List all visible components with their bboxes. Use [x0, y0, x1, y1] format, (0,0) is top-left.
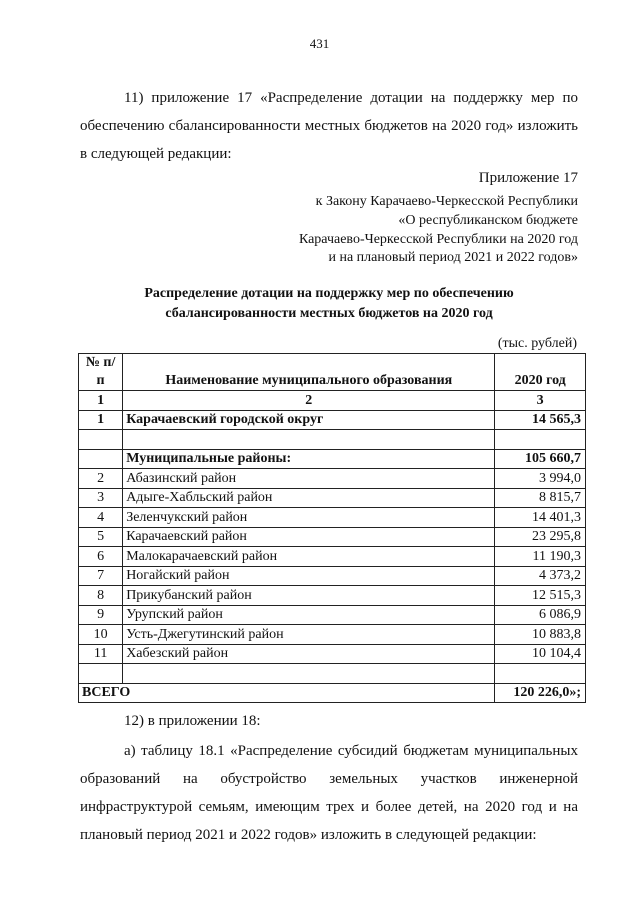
total-label: ВСЕГО: [79, 683, 495, 703]
districts-label: Муниципальные районы:: [123, 449, 495, 469]
table-row: [79, 644, 586, 664]
table-row: [79, 508, 586, 528]
row-number: 7: [79, 566, 123, 586]
row-number: 3: [79, 488, 123, 508]
table-empty-row: [79, 430, 586, 450]
appendix-line-4: и на плановый период 2021 и 2022 годов»: [328, 250, 578, 265]
row-name: Хабезский район: [123, 644, 495, 664]
district-rows: [79, 469, 586, 664]
table-row: [79, 488, 586, 508]
row-value: 8 815,7: [495, 488, 586, 508]
table-header-row: [79, 354, 586, 391]
colnum-3: 3: [495, 391, 586, 411]
row-number: 9: [79, 605, 123, 625]
table-title-line-1: Распределение дотации на поддержку мер по обеспечению: [144, 286, 514, 301]
section12-heading: 12) в приложении 18:: [124, 713, 261, 729]
appendix-line-1: к Закону Карачаево-Черкесской Республики: [315, 194, 578, 209]
row-value: 12 515,3: [495, 586, 586, 606]
table-row: [79, 605, 586, 625]
table-title: [80, 284, 578, 324]
intro-line-1: 11) приложение 17 «Распределение дотации на поддержку мер по: [124, 90, 578, 106]
table-row: [79, 547, 586, 567]
table-row: [79, 625, 586, 645]
table-row: [79, 566, 586, 586]
table-title-line-2: сбалансированности местных бюджетов на 2020 год: [165, 306, 493, 321]
row-name: Малокарачаевский район: [123, 547, 495, 567]
table-row: [79, 469, 586, 489]
row-value: 14 401,3: [495, 508, 586, 528]
table-row-okrug: [79, 410, 586, 430]
row-name: Урупский район: [123, 605, 495, 625]
row-name: Усть-Джегутинский район: [123, 625, 495, 645]
row-name: Зеленчукский район: [123, 508, 495, 528]
row-number: 11: [79, 644, 123, 664]
row-value: 10 104,4: [495, 644, 586, 664]
table-empty-row: [79, 664, 586, 684]
row-number: 1: [79, 410, 123, 430]
row-name: Ногайский район: [123, 566, 495, 586]
section12-line-2: образований на обустройство земельных участков инженерной: [80, 771, 578, 787]
table-row-total: [79, 683, 586, 703]
row-name: Прикубанский район: [123, 586, 495, 606]
row-number: 5: [79, 527, 123, 547]
row-value: 11 190,3: [495, 547, 586, 567]
subsidy-table: [78, 353, 586, 703]
row-name: Карачаевский район: [123, 527, 495, 547]
table-row: [79, 586, 586, 606]
section12-line-1: а) таблицу 18.1 «Распределение субсидий бюджетам муниципальных: [124, 743, 578, 759]
colnum-1: 1: [79, 391, 123, 411]
row-value: 6 086,9: [495, 605, 586, 625]
row-name: Абазинский район: [123, 469, 495, 489]
intro-line-3: в следующей редакции:: [80, 146, 232, 162]
header-name: Наименование муниципального образования: [123, 354, 495, 391]
row-value: 23 295,8: [495, 527, 586, 547]
row-value: 14 565,3: [495, 410, 586, 430]
row-number: 10: [79, 625, 123, 645]
header-number: № п/п: [79, 354, 123, 391]
intro-line-2: обеспечению сбалансированности местных бюджетов на 2020 год» изложить: [80, 118, 578, 134]
header-year: 2020 год: [495, 354, 586, 391]
districts-total: 105 660,7: [495, 449, 586, 469]
units-label: (тыс. рублей): [497, 336, 577, 351]
row-value: 10 883,8: [495, 625, 586, 645]
appendix-line-2: «О республиканском бюджете: [398, 213, 578, 228]
row-value: 4 373,2: [495, 566, 586, 586]
row-name: Адыге-Хабльский район: [123, 488, 495, 508]
total-value: 120 226,0»;: [495, 683, 586, 703]
row-value: 3 994,0: [495, 469, 586, 489]
row-number: 8: [79, 586, 123, 606]
page-number: 431: [309, 36, 330, 51]
row-number: 2: [79, 469, 123, 489]
section12-line-3: инфраструктурой семьям, имеющим трех и более детей, на 2020 год и на: [80, 799, 578, 815]
row-number: 6: [79, 547, 123, 567]
row-number: 4: [79, 508, 123, 528]
appendix-title: Приложение 17: [478, 170, 578, 186]
section12-line-4: плановый период 2021 и 2022 годов» изложить в следующей редакции:: [80, 827, 537, 843]
row-name: Карачаевский городской округ: [123, 410, 495, 430]
table-column-numbers-row: [79, 391, 586, 411]
table-row-districts-label: [79, 449, 586, 469]
appendix-line-3: Карачаево-Черкесской Республики на 2020 год: [298, 232, 578, 247]
colnum-2: 2: [123, 391, 495, 411]
table-row: [79, 527, 586, 547]
